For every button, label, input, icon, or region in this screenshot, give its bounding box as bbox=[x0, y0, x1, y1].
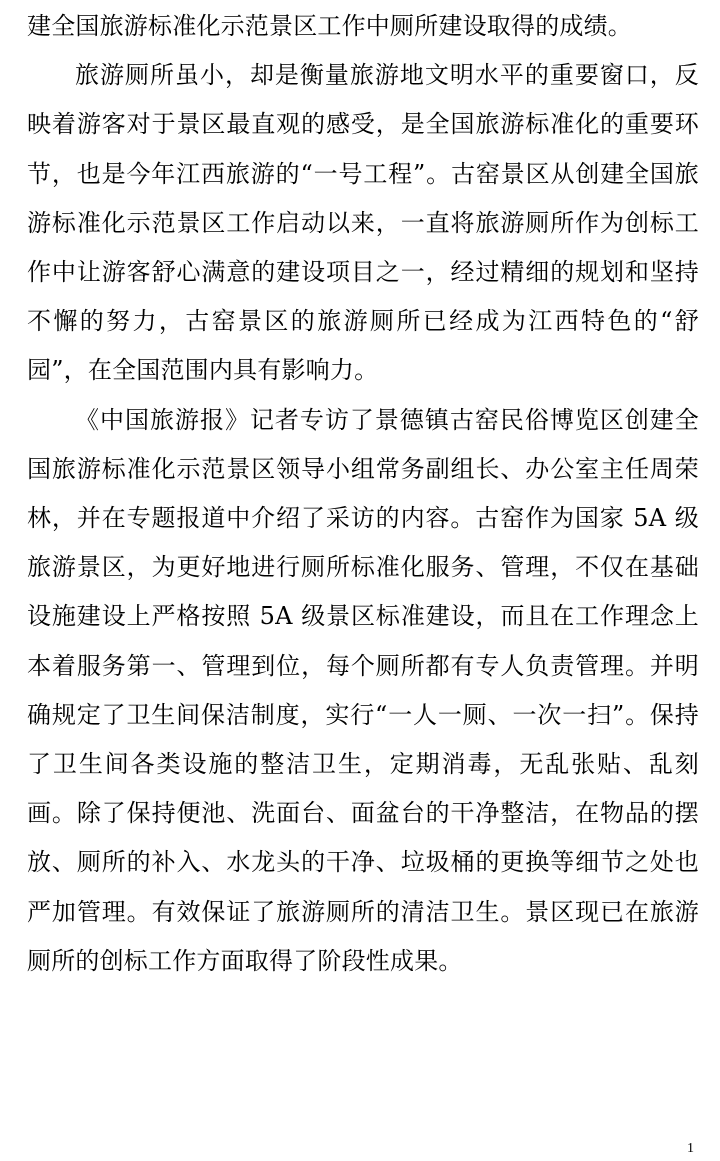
paragraph-continuation: 建全国旅游标准化示范景区工作中厕所建设取得的成绩。 bbox=[27, 12, 632, 40]
paragraph-tourism-toilets: 旅游厕所虽小，却是衡量旅游地文明水平的重要窗口，反映着游客对于景区最直观的感受，是全国旅游标准化的重要环节，也是今年江西旅游的“一号工程”。古窑景区从创建全国旅游标准化示范景区工作启动以来，一直将旅游厕所作为创标工作中让游客舒心满意的建设项目之一，经过精细的规划和坚持不懈的努力，古窑景区的旅游厕所已经成为江西特色的“舒园”，在全国范围内具有影响力。 bbox=[27, 61, 699, 385]
page-number: 1 bbox=[687, 1141, 694, 1156]
document-body bbox=[27, 2, 699, 986]
paragraph-interview: 《中国旅游报》记者专访了景德镇古窑民俗博览区创建全国旅游标准化示范景区领导小组常务副组长、办公室主任周荣林，并在专题报道中介绍了采访的内容。古窑作为国家 5A 级旅游景区，为更好地进行厕所标准化服务、管理，不仅在基础设施建设上严格按照 5A 级景区标准建设，而且在工作理念上本着服务第一、管理到位，每个厕所都有专人负责管理。并明确规定了卫生间保洁制度，实行“一人一厕、一次一扫”。保持了卫生间各类设施的整洁卫生，定期消毒，无乱张贴、乱刻画。除了保持便池、洗面台、面盆台的干净整洁，在物品的摆放、厕所的补入、水龙头的干净、垃圾桶的更换等细节之处也严加管理。有效保证了旅游厕所的清洁卫生。景区现已在旅游厕所的创标工作方面取得了阶段性成果。 bbox=[27, 405, 699, 975]
